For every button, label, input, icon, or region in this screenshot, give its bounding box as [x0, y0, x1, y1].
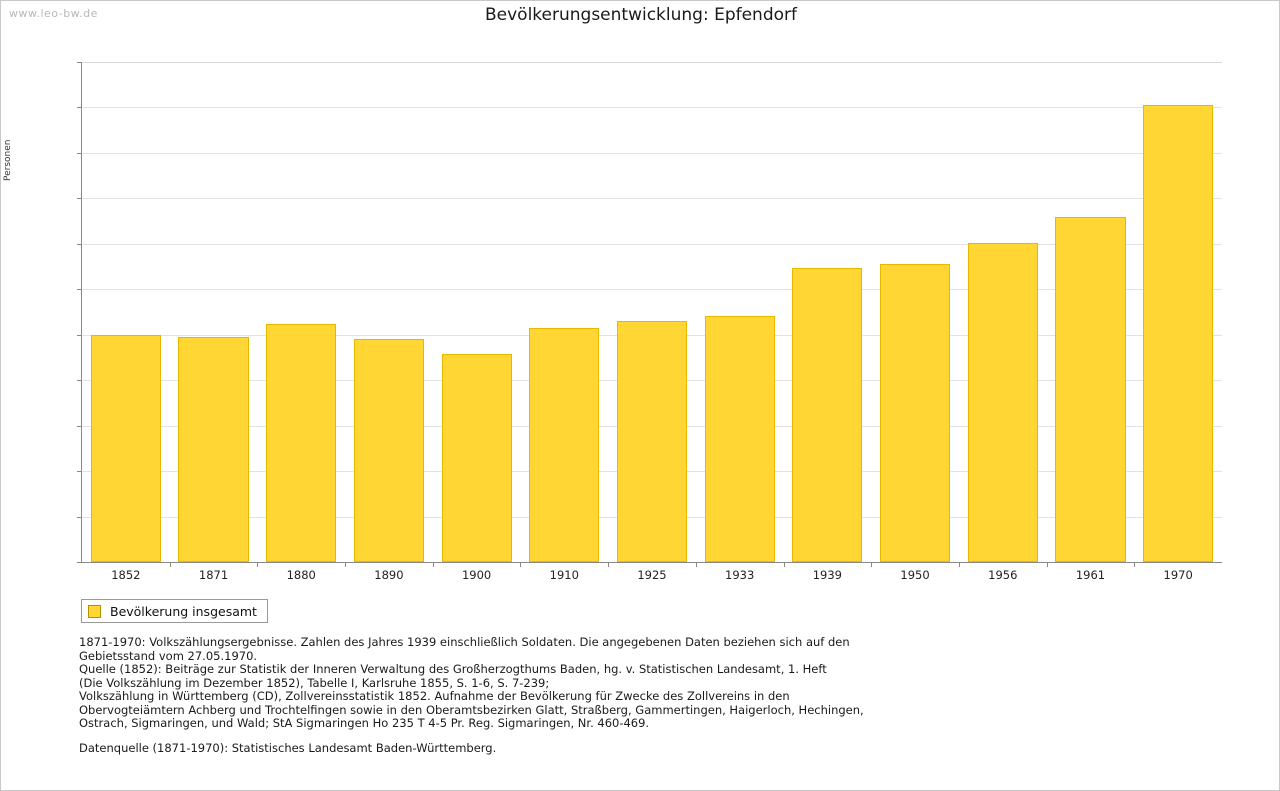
- x-tick-label: 1970: [1163, 568, 1193, 582]
- legend-label: Bevölkerung insgesamt: [110, 603, 257, 619]
- footnote-line: 1871-1970: Volkszählungsergebnisse. Zahlen des Jahres 1939 einschließlich Soldaten. Die angegebenen Daten beziehen sich auf den: [79, 635, 850, 649]
- bar-slot: [529, 62, 599, 562]
- x-tick-label: 1956: [988, 568, 1018, 582]
- bar: [1143, 105, 1213, 562]
- x-tick-mark: [520, 562, 521, 567]
- plot-area: [81, 62, 1222, 582]
- bar: [1055, 217, 1125, 562]
- footnote-line: Quelle (1852): Beiträge zur Statistik der Inneren Verwaltung des Großherzogthums Baden, hg. v. Statistischen Landesamt, 1. Heft: [79, 662, 827, 677]
- bar: [442, 354, 512, 562]
- chart-legend: [81, 599, 268, 623]
- x-tick-mark: [1134, 562, 1135, 567]
- x-tick-label: 1871: [198, 568, 229, 582]
- chart-title: Bevölkerungsentwicklung: Epfendorf: [484, 5, 798, 25]
- bar-slot: [354, 62, 424, 562]
- bar: [529, 328, 599, 562]
- bar: [354, 339, 424, 562]
- bar-slot: [178, 62, 248, 562]
- footnotes: [79, 636, 1229, 756]
- x-tick-mark: [345, 562, 346, 567]
- x-tick-label: 1961: [1075, 568, 1106, 582]
- bar: [880, 264, 950, 562]
- x-tick-mark: [257, 562, 258, 567]
- footnote-paragraphs: [79, 636, 1229, 731]
- footnote-line: Volkszählung in Württemberg (CD), Zollvereinsstatistik 1852. Aufnahme der Bevölkerung für Zwecke des Zollvereins in den: [79, 689, 790, 704]
- bar: [266, 324, 336, 562]
- footnote-source: Datenquelle (1871-1970): Statistisches Landesamt Baden-Württemberg.: [79, 740, 497, 755]
- watermark: www.leo-bw.de: [9, 7, 98, 20]
- bar: [968, 243, 1038, 562]
- bar-slot: [442, 62, 512, 562]
- x-tick-mark: [696, 562, 697, 567]
- bar-series: [82, 62, 1222, 562]
- footnote-line: Gebietsstand vom 27.05.1970.: [79, 648, 258, 663]
- bar-slot: [91, 62, 161, 562]
- x-tick-label: 1950: [900, 568, 930, 582]
- y-axis-label: Personen: [3, 139, 13, 181]
- legend-swatch-icon: [88, 605, 101, 618]
- footnote-line: Ostrach, Sigmaringen, und Wald; StA Sigmaringen Ho 235 T 4-5 Pr. Reg. Sigmaringen, Nr. 460-469.: [79, 716, 650, 731]
- x-tick-mark: [1047, 562, 1048, 567]
- x-tick-label: 1852: [111, 568, 141, 582]
- x-tick-label: 1925: [637, 568, 667, 582]
- bar-slot: [617, 62, 687, 562]
- bar: [178, 337, 248, 562]
- x-tick-mark: [433, 562, 434, 567]
- x-tick-mark: [871, 562, 872, 567]
- bar: [705, 316, 775, 562]
- x-tick-mark: [959, 562, 960, 567]
- x-tick-label: 1880: [286, 568, 316, 582]
- bar-slot: [880, 62, 950, 562]
- footnote-line: Obervogteiämtern Achberg und Trochtelfingen sowie in den Oberamtsbezirken Glatt, Straßberg, Gammertingen, Haigerloch, Hechingen,: [79, 702, 864, 717]
- bar: [91, 335, 161, 562]
- bar-slot: [266, 62, 336, 562]
- x-tick-label: 1900: [461, 568, 492, 582]
- bar: [617, 321, 687, 562]
- x-tick-label: 1910: [549, 568, 579, 582]
- bar-slot: [1143, 62, 1213, 562]
- x-tick-mark: [608, 562, 609, 567]
- x-tick-mark: [170, 562, 171, 567]
- bar-slot: [968, 62, 1038, 562]
- x-tick-label: 1939: [812, 568, 843, 582]
- bar: [792, 268, 862, 562]
- footnote-line: (Die Volkszählung im Dezember 1852), Tabelle I, Karlsruhe 1855, S. 1-6, S. 7-239;: [79, 675, 550, 690]
- bar-slot: [705, 62, 775, 562]
- bar-slot: [792, 62, 862, 562]
- x-tick-mark: [784, 562, 785, 567]
- y-tick-mark: [77, 562, 82, 563]
- x-tick-label: 1933: [725, 568, 755, 582]
- bar-slot: [1055, 62, 1125, 562]
- x-tick-label: 1890: [374, 568, 404, 582]
